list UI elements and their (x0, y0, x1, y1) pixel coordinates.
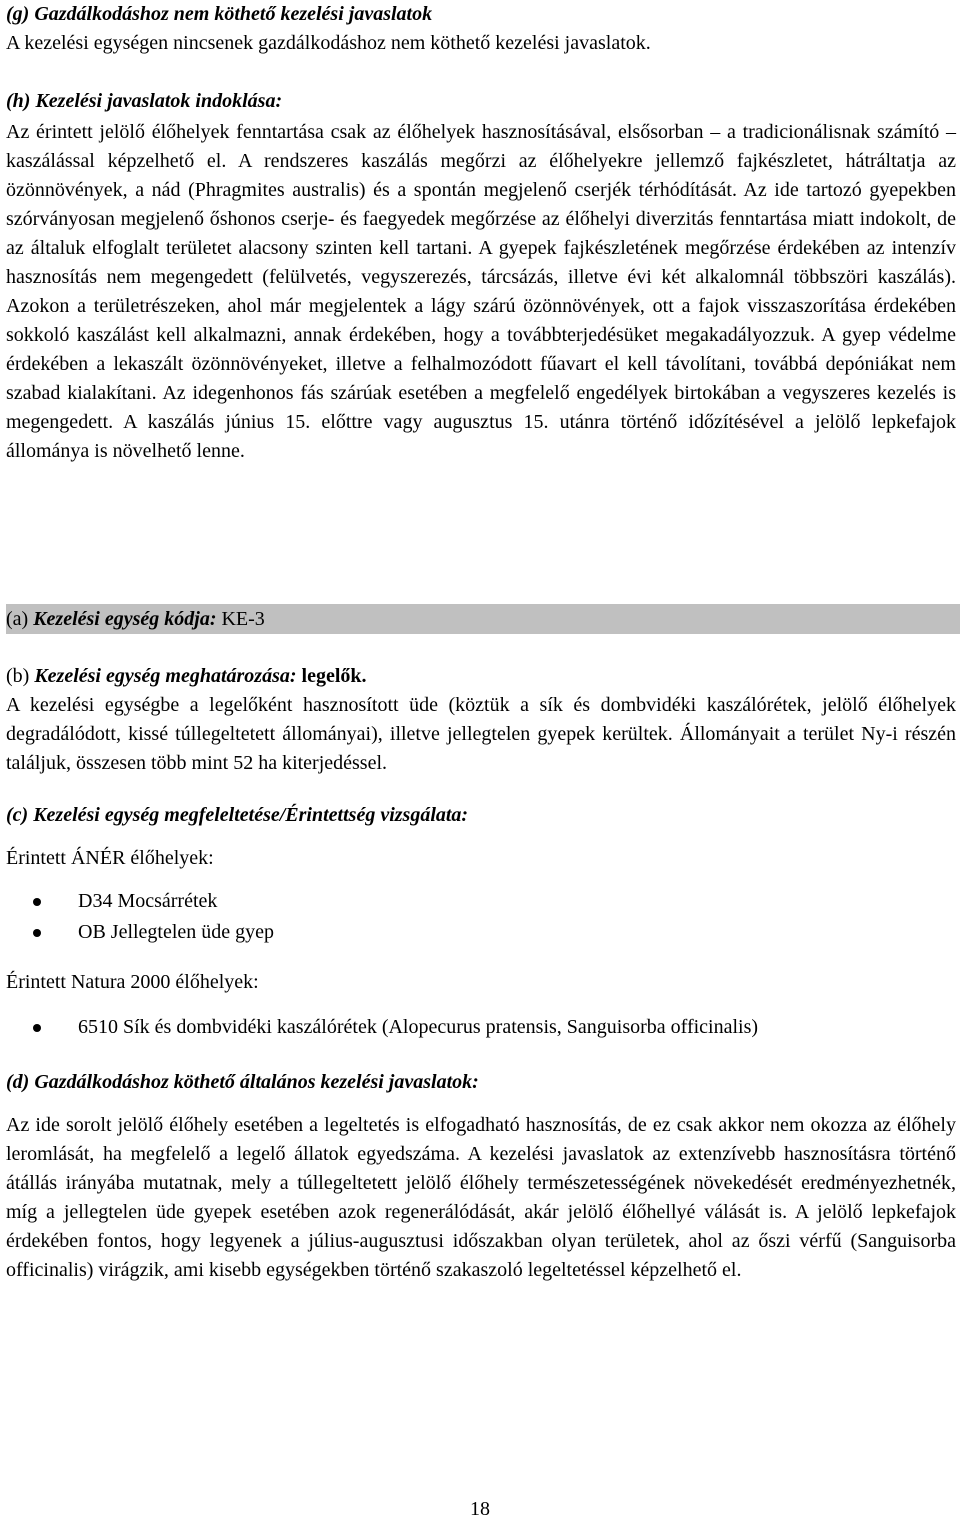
natura-label: Érintett Natura 2000 élőhelyek: (6, 971, 259, 993)
natura-list (6, 1012, 956, 1043)
unit-code-value: KE-3 (216, 608, 265, 630)
section-c (6, 801, 956, 1043)
section-b (6, 662, 956, 778)
section-b-text: A kezelési egységbe a legelőként hasznosított üde (köztük a sík és dombvidéki kaszálórétek, jelölő élőhelyek degradálódott, kissé túllegeltetett állományai), illetve jellegtelen gyepek kerültek. Állományait a terület Ny-i részén találjuk, összesen több mint 52 ha kiterjedéssel. (6, 694, 956, 774)
section-g-heading: (g) Gazdálkodáshoz nem köthető kezelési javaslatok (6, 3, 433, 25)
section-c-heading: (c) Kezelési egység megfeleltetése/Érintettség vizsgálata: (6, 804, 469, 826)
unit-code-label: Kezelési egység kódja: (33, 608, 217, 630)
bullet-icon (33, 929, 41, 937)
section-h (6, 87, 956, 466)
unit-code-prefix: (a) (6, 608, 34, 630)
bullet-icon (33, 898, 41, 906)
section-g (6, 0, 956, 58)
aner-label: Érintett ÁNÉR élőhelyek: (6, 847, 214, 869)
page-number: 18 (470, 1498, 490, 1520)
section-d (6, 1068, 956, 1285)
section-h-heading: (h) Kezelési javaslatok indoklása: (6, 90, 283, 112)
list-item: 6510 Sík és dombvidéki kaszálórétek (Alopecurus pratensis, Sanguisorba officinalis) (6, 1012, 956, 1043)
bullet-icon (33, 1024, 41, 1032)
section-b-heading: (b) Kezelési egység meghatározása: legelők. (6, 665, 367, 687)
section-d-text: Az ide sorolt jelölő élőhely esetében a legeltetés is elfogadható hasznosítás, de ez csak akkor nem okozza az élőhely leromlását, ha megfelelő a legelő állatok egyedszáma. A kezelési javaslatok az extenzívebb hasznosításra történő átállás irányába mutatnak, mely a túllegeltetett jelölő élőhely természetességének növekedését eredményezhetnék, míg a jellegtelen üde gyepek esetében azok regenerálódását, akár jelölő élőhellyé válását is. A jelölő lepkefajok érdekében fontos, hogy legyenek a július-augusztusi időszakban olyan területek, ahol az őszi vérfű (Sanguisorba officinalis) virágzik, ami kisebb egységekben történő szakaszoló legeltetéssel képzelhető el. (6, 1114, 956, 1281)
aner-list (6, 886, 956, 948)
section-h-text: Az érintett jelölő élőhelyek fenntartása csak az élőhelyek hasznosításával, elsősorban – a tradicionálisnak számító – kaszálással képzelhető el. A rendszeres kaszálás megőrzi az élőhelyekre jellemző fajkészletet, hátráltatja az özönnövények, a nád (Phragmites australis) és a spontán megjelenő cserjék térhódítását. Az ide tartozó gyepekben szórványosan megjelenő őshonos cserje- és faegyedek megőrzése az élőhelyi diverzitás fenntartása miatt indokolt, de az általuk elfoglalt területet alacsony szinten kell tartani. A gyepek fajkészletének megőrzése érdekében az intenzív hasznosítás nem megengedett (felülvetés, vegyszerezés, tárcsázás, illetve évi két alkalomnál többszöri kaszálás). Azokon a területrészeken, ahol már megjelentek a lágy szárú özönnövények, ott a fajok visszaszorítása érdekében sokkoló kaszálást kell alkalmazni, annak érdekében, hogy a továbbterjedésüket megakadályozzuk. A gyep védelme érdekében a lekaszált özönnövényeket, illetve a felhalmozódott fűavart el kell távolítani, továbbá depóniákat nem szabad kialakítani. Az idegenhonos fás szárúak esetében a megfelelő engedélyek birtokában a vegyszeres kezelés is megengedett. A kaszálás június 15. előttre vagy augusztus 15. utánra történő időzítésével a jelölő lepkefajok állománya is növelhető lenne. (6, 121, 956, 462)
section-g-text: A kezelési egységen nincsenek gazdálkodáshoz nem köthető kezelési javaslatok. (6, 32, 651, 54)
section-d-heading: (d) Gazdálkodáshoz köthető általános kezelési javaslatok: (6, 1071, 479, 1093)
list-item: D34 Mocsárrétek (6, 886, 956, 917)
list-item: OB Jellegtelen üde gyep (6, 917, 956, 948)
unit-code-bar (6, 604, 960, 634)
